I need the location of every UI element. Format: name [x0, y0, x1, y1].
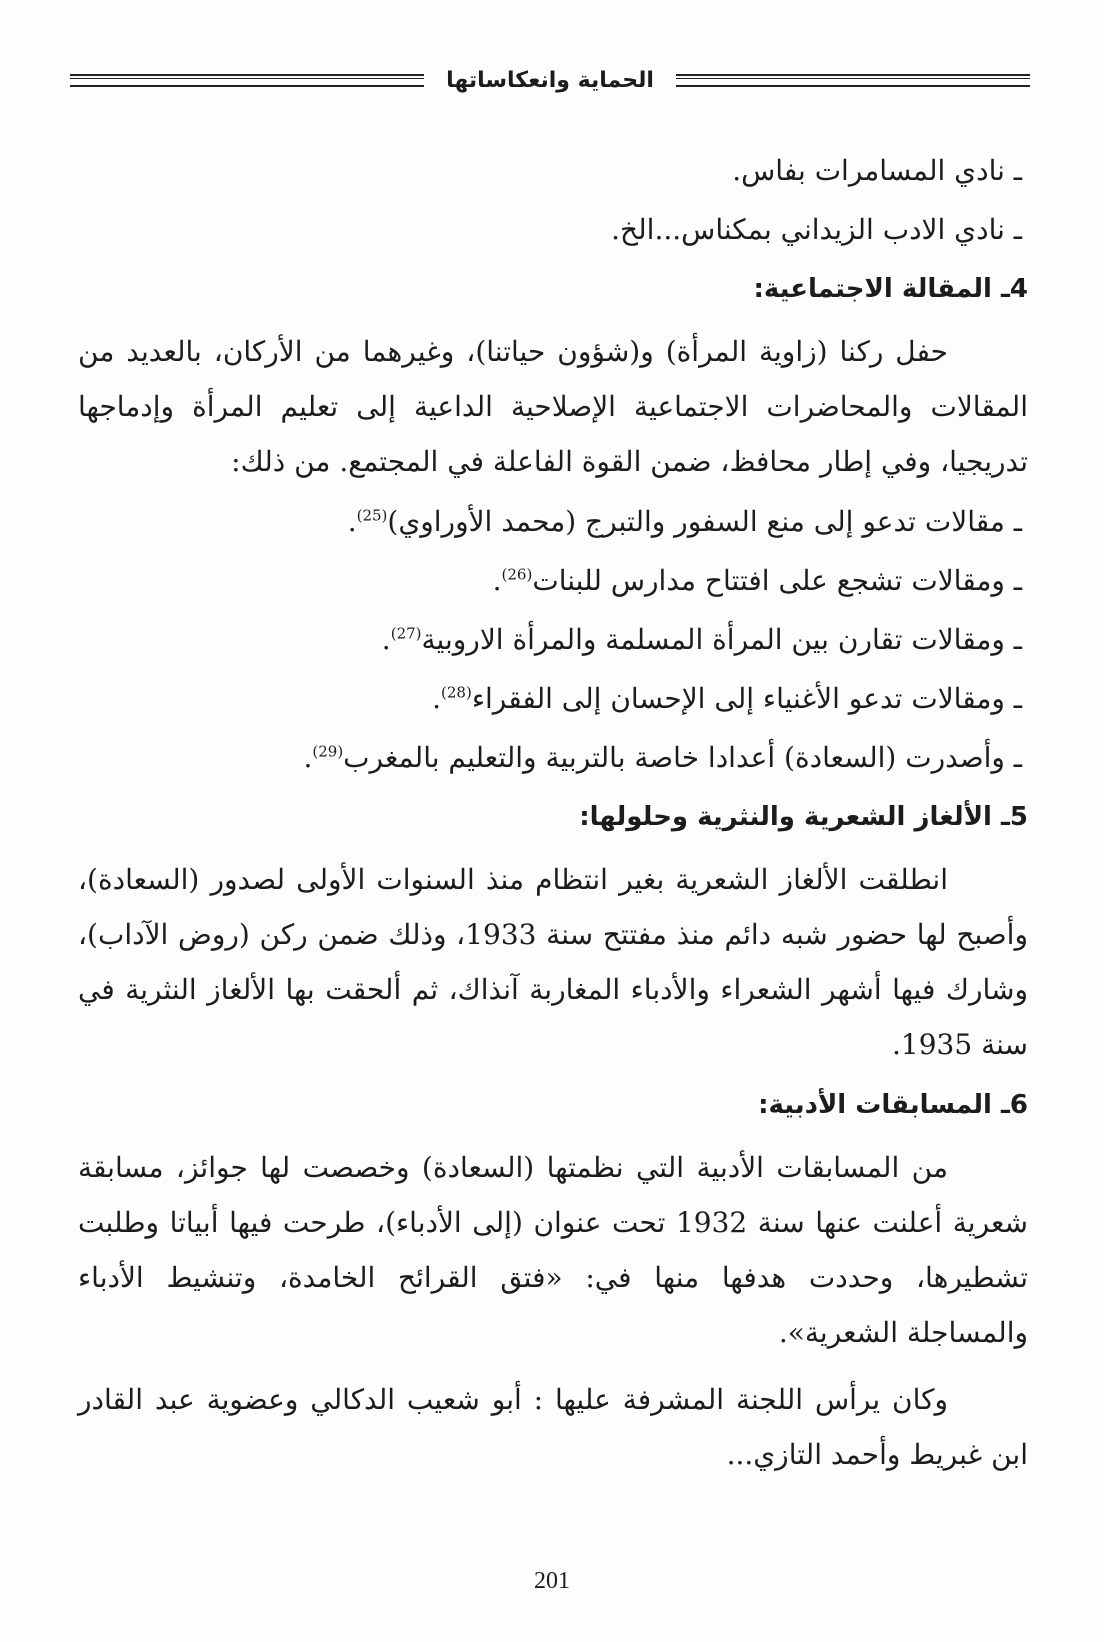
item-end: .: [347, 505, 357, 538]
section-heading-5: 5ـ الألغاز الشعرية والنثرية وحلولها:: [579, 802, 1028, 832]
item-text: ـ ومقالات تدعو الأغنياء إلى الإحسان إلى الفقراء: [471, 682, 1022, 715]
running-header: [70, 60, 1030, 100]
footnote-ref: (27): [390, 624, 422, 643]
list-item: ـ نادي المسامرات بفاس.: [732, 154, 1022, 187]
section-4-intro: حفل ركنا (زاوية المرأة) و(شؤون حياتنا)، وغيرهما من الأركان، بالعديد من المقالات والمحاضرات الاجتماعية الإصلاحية الداعية إلى تعليم المرأة وإدماجها تدريجيا، وفي إطار محافظ، ضمن القوة الفاعلة في المجتمع. من ذلك:: [78, 335, 1028, 478]
footnote-ref: (28): [441, 683, 472, 702]
item-text: ـ وأصدرت (السعادة) أعدادا خاصة بالتربية والتعليم بالمغرب: [343, 741, 1022, 774]
list-item: [78, 737, 1028, 779]
list-item: [78, 678, 1028, 720]
item-text: ـ مقالات تدعو إلى منع السفور والتبرج (محمد الأوراوي): [387, 505, 1022, 538]
list-item: [78, 501, 1028, 543]
list-item: [78, 619, 1028, 661]
item-end: .: [432, 682, 442, 715]
item-text: ـ ومقالات تشجع على افتتاح مدارس للبنات: [532, 564, 1022, 597]
section-heading-6: 6ـ المسابقات الأدبية:: [758, 1090, 1028, 1120]
header-title: الحماية وانعكاساتها: [446, 67, 654, 93]
section-heading-4: 4ـ المقالة الاجتماعية:: [753, 274, 1028, 304]
item-end: .: [303, 741, 313, 774]
item-end: .: [381, 623, 391, 656]
item-text: ـ ومقالات تقارن بين المرأة المسلمة والمرأة الاروبية: [421, 623, 1022, 656]
item-end: .: [492, 564, 502, 597]
footnote-ref: (26): [501, 565, 533, 584]
list-item: [78, 560, 1028, 602]
list-item: ـ نادي الادب الزيداني بمكناس...الخ.: [611, 213, 1022, 246]
section-6-paragraph-2: وكان يرأس اللجنة المشرفة عليها : أبو شعيب الدكالي وعضوية عبد القادر ابن غبريط وأحمد التازي...: [78, 1383, 1028, 1471]
page-number: 201: [534, 1568, 570, 1594]
header-rule-right: [676, 74, 1030, 87]
section-6-paragraph-1: من المسابقات الأدبية التي نظمتها (السعادة) وخصصت لها جوائز، مسابقة شعرية أعلنت عنها سنة 1932 تحت عنوان (إلى الأدباء)، طرحت فيها أبياتا وطلبت تشطيرها، وحددت هدفها منها في: «فتق القرائح الخامدة، وتنشيط الأدباء والمساجلة الشعرية».: [78, 1151, 1028, 1349]
footnote-ref: (25): [356, 506, 388, 525]
section-5-paragraph: انطلقت الألغاز الشعرية بغير انتظام منذ السنوات الأولى لصدور (السعادة)، وأصبح لها حضور شبه دائم منذ مفتتح سنة 1933، وذلك ضمن ركن (روض الآداب)، وشارك فيها أشهر الشعراء والأدباء المغاربة آنذاك، ثم ألحقت بها الألغاز النثرية في سنة 1935.: [78, 863, 1028, 1061]
page-body: [78, 150, 1028, 1494]
header-rule-left: [70, 74, 424, 87]
footnote-ref: (29): [312, 742, 344, 761]
